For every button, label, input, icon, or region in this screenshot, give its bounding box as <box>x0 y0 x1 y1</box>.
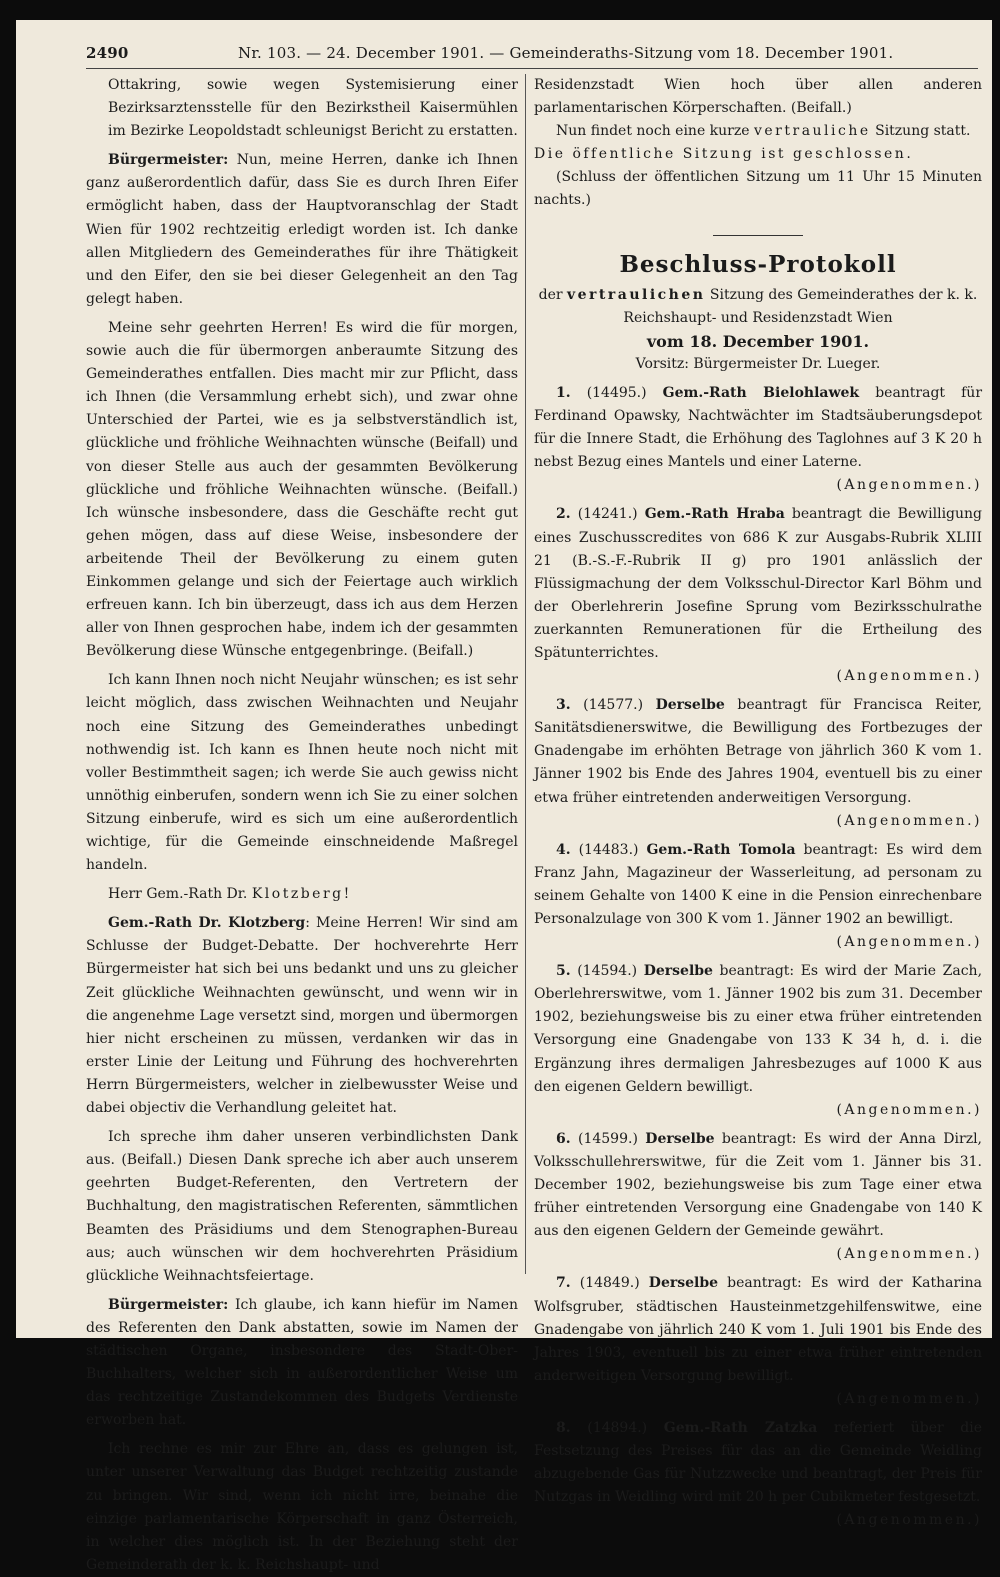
item-2 <box>534 503 982 688</box>
paragraph <box>86 883 518 906</box>
item-3 <box>534 694 982 833</box>
item-mover: Gem.-Rath Zatzka <box>663 1419 818 1436</box>
item-mover: Derselbe <box>648 1275 719 1292</box>
item-text <box>534 1272 982 1387</box>
left-column <box>86 74 518 1577</box>
text: der <box>538 286 567 303</box>
item-1 <box>534 382 982 497</box>
item-body: beantragt: Es wird dem Franz Jahn, Magazineur der Wasserleitung, ad personam zu seinem Gehalte von 1400 K eine in die Pension einrechenbare Personalzulage von 300 K vom 1. Jänner 1902 an bewilligt. <box>534 841 982 927</box>
item-mover: Derselbe <box>655 697 725 714</box>
item-text <box>534 382 982 474</box>
item-6 <box>534 1128 982 1267</box>
item-8 <box>534 1417 982 1532</box>
page-header <box>86 44 978 64</box>
text: Sitzung des Gemeinderathes der k. k. Reichshaupt- und Residenzstadt Wien <box>623 286 978 326</box>
accepted-mark: (Angenommen.) <box>836 477 982 494</box>
paragraph: (Schluss der öffentlichen Sitzung um 11 Uhr 15 Minuten nachts.) <box>534 169 982 209</box>
paragraph <box>86 149 518 311</box>
accepted-mark: (Angenommen.) <box>836 934 982 951</box>
item-number: 6. <box>556 1130 571 1147</box>
paragraph: Die öffentliche Sitzung ist geschlossen. <box>534 146 914 163</box>
item-ref: (14849.) <box>579 1275 640 1292</box>
accepted-mark: (Angenommen.) <box>836 1512 982 1529</box>
protocol-title: Beschluss-Protokoll <box>619 250 897 278</box>
item-mover: Derselbe <box>645 1130 715 1147</box>
newspaper-page <box>16 20 992 1573</box>
speaker-name: Klotzberg <box>251 886 344 903</box>
accepted-mark: (Angenommen.) <box>836 1101 982 1118</box>
item-4 <box>534 839 982 954</box>
item-body: beantragt für Ferdinand Opawsky, Nachtwächter im Stadtsäuberungsdepot für die Innere Stadt, die Erhöhung des Taglohnes auf 3 K 20 h nebst Bezug eines Mantels und einer Laterne. <box>534 384 983 471</box>
paragraph: Ottakring, sowie wegen Systemisierung einer Bezirksarztensstelle für den Bezirkstheil Kaisermühlen im Bezirke Leopoldstadt schleunigst Bericht zu erstatten. <box>108 77 518 140</box>
item-7 <box>534 1272 982 1411</box>
item-ref: (14483.) <box>578 841 639 858</box>
item-number: 8. <box>556 1419 571 1436</box>
protocol-subtitle <box>534 284 982 330</box>
call-text: Herr Gem.-Rath Dr. <box>108 886 252 903</box>
protocol-date: vom 18. December 1901. <box>646 331 870 351</box>
paragraph: Meine sehr geehrten Herren! Es wird die für morgen, sowie auch die für übermorgen anberaumte Sitzung des Gemeinderathes entfallen. Dies macht mir zur Pflicht, dass ich Ihnen (die Versammlung erhebt sich), und zwar ohne Unterschied der Partei, wie es ja selbstverständlich ist, glückliche und fröhliche Weihnachten wünsche (Beifall) und von dieser Stelle aus auch der gesammten Bevölkerung glückliche und fröhliche Weihnachten wünsche. (Beifall.) Ich wünsche insbesondere, dass die Geschäfte recht gut gehen mögen, dass auf diese Weise, insbesondere der arbeitende Theil der Bevölkerung zu einem guten Einkommen gelange und sich der Feiertage auch wirklich erfreuen kann. Ich bin überzeugt, dass ich aus dem Herzen aller von Ihnen gesprochen habe, indem ich der gesammten Bevölkerung diese Wünsche entgegenbringe. (Beifall.) <box>86 319 518 660</box>
paragraph <box>86 1294 518 1433</box>
paragraph <box>534 120 982 143</box>
item-number: 3. <box>556 697 571 714</box>
item-text <box>534 503 982 665</box>
accepted-mark: (Angenommen.) <box>836 1246 982 1263</box>
item-ref: (14495.) <box>586 384 647 401</box>
paragraph: Residenzstadt Wien hoch über allen anderen parlamentarischen Körperschaften. (Beifall.) <box>534 77 982 117</box>
page-number: 2490 <box>86 44 129 62</box>
speech: Ich glaube, ich kann hiefür im Namen des Referenten den Dank abstatten, sowie im Namen der städtischen Organe, insbesondere des Stadt-Ober-Buchhalters, welcher sich in außerordentlicher Weise um das rechtzeitige Zustandekommen des Budgets Verdienste erworben hat. <box>86 1296 518 1429</box>
item-ref: (14894.) <box>587 1419 648 1436</box>
header-rule <box>86 68 978 69</box>
item-number: 4. <box>556 841 571 858</box>
right-column <box>534 74 982 1532</box>
speaker: Bürgermeister: <box>108 152 229 169</box>
item-text <box>534 839 982 931</box>
speaker: Bürgermeister: <box>108 1296 229 1313</box>
text: Sitzung statt. <box>870 123 971 140</box>
speech: : Meine Herren! Wir sind am Schlusse der Budget-Debatte. Der hochverehrte Herr Bürgermeister hat sich bei uns bedankt und uns zu gleicher Zeit glückliche Weihnachten gewünscht, und wenn wir in die angenehme Lage versetzt sind, morgen und übermorgen hier nicht erscheinen zu müssen, verdanken wir das in erster Linie der Leitung und Führung des hochverehrten Herrn Bürgermeisters, welcher in zielbewusster Weise und dabei objectiv die Verhandlung geleitet hat. <box>86 915 519 1117</box>
item-text <box>534 694 982 809</box>
item-ref: (14577.) <box>583 697 644 714</box>
accepted-mark: (Angenommen.) <box>836 668 982 685</box>
paragraph: Ich rechne es mir zur Ehre an, dass es gelungen ist, unter unserer Verwaltung das Budget rechtzeitig zustande zu bringen. Wir sind, wenn ich nicht irre, beinahe die einzige parlamentarische Körperschaft in ganz Österreich, in welcher dies möglich ist. In der Beziehung steht der Gemeinderath der k. k. Reichshaupt- und <box>86 1441 518 1573</box>
item-ref: (14241.) <box>577 506 638 523</box>
item-text <box>534 960 982 1099</box>
paragraph <box>86 912 518 1120</box>
accepted-mark: (Angenommen.) <box>836 812 982 829</box>
spaced-text: vertraulichen <box>567 286 706 303</box>
item-ref: (14599.) <box>578 1130 638 1147</box>
item-text <box>534 1417 982 1509</box>
item-body: beantragt für Francisca Reiter, Sanitätsdienerswitwe, die Bewilligung des Fortbezuges der Gnadengabe im erhöhten Betrage von jährlich 360 K vom 1. Jänner 1902 bis Ende des Jahres 1904, eventuell bis zu einer etwa früher eintretenden anderweitigen Versorgung. <box>534 697 982 806</box>
running-title: Nr. 103. — 24. December 1901. — Gemeinderaths-Sitzung vom 18. December 1901. <box>238 44 894 62</box>
item-text <box>534 1128 982 1243</box>
section-rule <box>713 235 803 236</box>
item-5 <box>534 960 982 1122</box>
item-body: beantragt: Es wird der Katharina Wolfsgruber, städtischen Hausteinmetzgehilfenswitwe, eine Gnadengabe von jährlich 240 K vom 1. Juli 1901 bis Ende des Jahres 1903, eventuell bis zu einer etwa früher eintretenden anderweitigen Versorgung bewilligt. <box>534 1275 982 1384</box>
item-body: beantragt: Es wird der Marie Zach, Oberlehrerswitwe, vom 1. Jänner 1902 bis zum 31. December 1902, beziehungsweise bis zu einer etwa früher eintretenden Versorgung eine Gnadengabe von 133 K 34 h, d. i. die Ergänzung ihres dermaligen Jahresbezuges auf 1000 K aus den eigenen Geldern bewilligt. <box>534 963 983 1095</box>
text: Nun findet noch eine kurze <box>556 123 754 140</box>
item-mover: Gem.-Rath Tomola <box>646 841 796 858</box>
column-divider <box>525 74 526 1274</box>
item-number: 5. <box>556 963 571 980</box>
speech: Nun, meine Herren, danke ich Ihnen ganz außerordentlich dafür, dass Sie es durch Ihren Eifer ermöglicht haben, dass der Hauptvoranschlag der Stadt Wien für 1902 rechtzeitig erledigt worden ist. Ich danke allen Mitgliedern des Gemeinderathes für ihre Thätigkeit und den Eifer, den sie bei dieser Gelegenheit an den Tag gelegt haben. <box>86 152 518 307</box>
protocol-chair: Vorsitz: Bürgermeister Dr. Lueger. <box>635 355 881 372</box>
accepted-mark: (Angenommen.) <box>836 1390 982 1407</box>
item-body: beantragt: Es wird der Anna Dirzl, Volksschullehrerswitwe, für die Zeit vom 1. Jänner bis 31. December 1902, beziehungsweise bis zum Tage einer etwa früher eintretenden Versorgung eine Gnadengabe von 140 K aus den eigenen Geldern der Gemeinde gewährt. <box>534 1130 982 1240</box>
item-body: beantragt die Bewilligung eines Zuschusscredites von 686 K zur Ausgabs-Rubrik XLIII 21 (B.-S.-F.-Rubrik II g) pro 1901 anlässlich der Flüssigmachung der dem Volksschul-Director Karl Böhm und der Oberlehrerin Josefine Sprung vom Bezirksschulrathe zuerkannten Remunerationen für die Ertheilung des Spätunterrichtes. <box>534 506 983 661</box>
item-body: referiert über die Festsetzung des Preises für das an die Gemeinde Weidling abzugebende Gas für Nutzzwecke und beantragt, der Preis für Nutzgas in Weidling wird mit 20 h per Cubikmeter festgesetzt. <box>534 1419 983 1506</box>
item-mover: Gem.-Rath Hraba <box>644 506 785 523</box>
item-mover: Derselbe <box>643 963 713 980</box>
item-number: 2. <box>556 506 571 523</box>
item-mover: Gem.-Rath Bielohlawek <box>662 384 860 401</box>
paragraph: Ich kann Ihnen noch nicht Neujahr wünschen; es ist sehr leicht möglich, dass zwischen Weihnachten und Neujahr noch eine Sitzung des Gemeinderathes unbedingt nothwendig ist. Ich kann es Ihnen heute noch nicht mit voller Bestimmtheit sagen; ich werde Sie auch gewiss nicht unnöthig einberufen, sondern wenn ich Sie zu einer solchen Sitzung einberufe, wird es sich um eine außerordentlich wichtige, für die Gemeinde einschneidende Maßregel handeln. <box>86 672 518 874</box>
paragraph: Ich spreche ihm daher unseren verbindlichsten Dank aus. (Beifall.) Diesen Dank spreche ich aber auch unserem geehrten Budget-Referenten, den Vertretern der Buchhaltung, den magistratischen Referenten, sämmtlichen Beamten des Präsidiums und dem Stenographen-Bureau aus; auch wünschen wir dem hochverehrten Präsidium glückliche Weihnachtsfeiertage. <box>86 1129 518 1284</box>
call-end: ! <box>343 886 350 903</box>
item-ref: (14594.) <box>577 963 638 980</box>
spaced-text: vertrauliche <box>753 123 871 140</box>
item-number: 1. <box>556 384 571 401</box>
speaker: Gem.-Rath Dr. Klotzberg <box>108 915 306 932</box>
item-number: 7. <box>556 1275 571 1292</box>
